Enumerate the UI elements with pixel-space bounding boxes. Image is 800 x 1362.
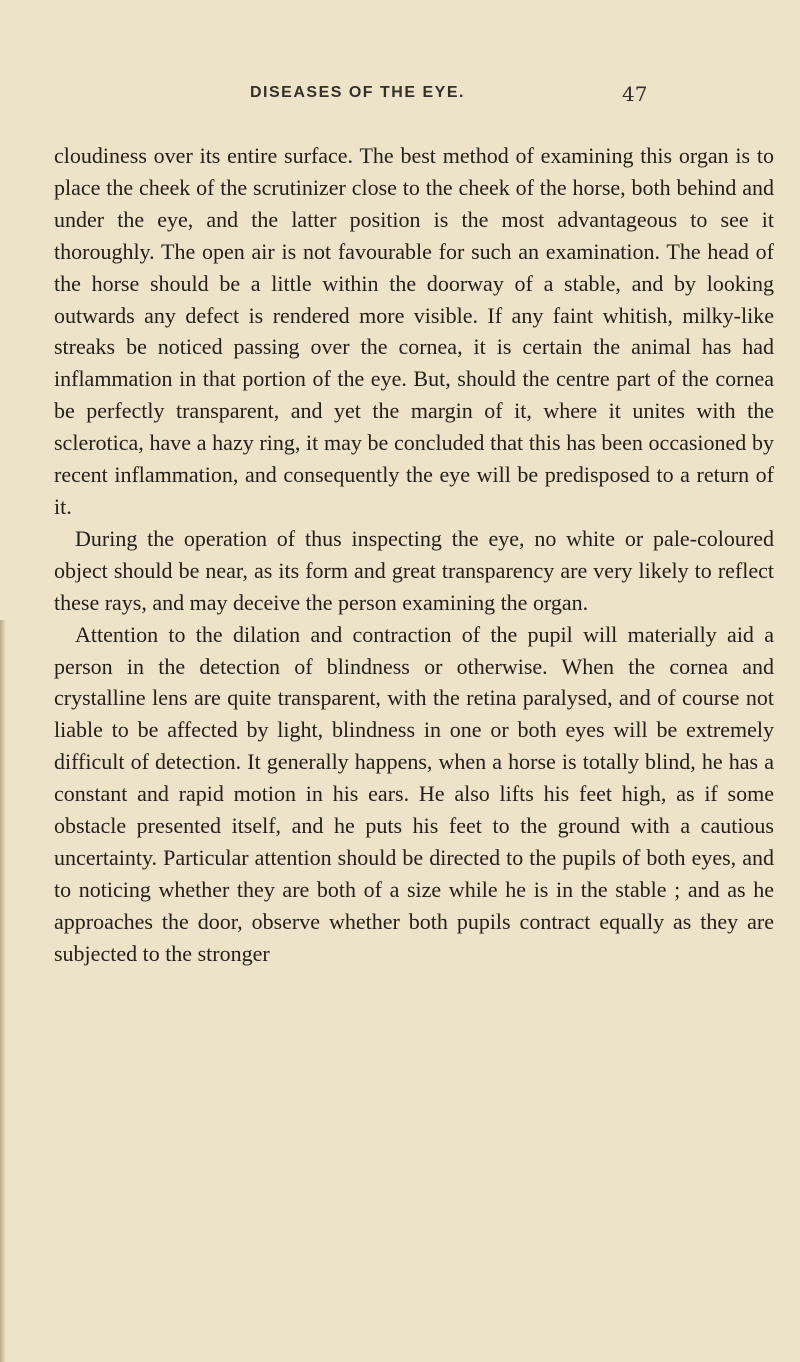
paragraph-1: cloudiness over its entire surface. The best method of examining this organ is to place the cheek of the scrutinizer close to the cheek of the horse, both behind and under the eye, and the latter position is the most advantageous to see it thoroughly. The open air is not favourable for such an examination. The head of the horse should be a little within the doorway of a stable, and by looking outwards any defect is rendered more visible. If any faint whitish, milky-like streaks be noticed passing over the cornea, it is certain the animal has had inflammation in that portion of the eye. But, should the centre part of the cornea be perfectly transparent, and yet the margin of it, where it unites with the sclerotica, have a hazy ring, it may be concluded that this has been occasioned by recent inflammation, and consequently the eye will be predisposed to a return of it.: [54, 143, 774, 519]
running-title: DISEASES OF THE EYE.: [250, 84, 465, 101]
page-shadow-edge: [0, 620, 6, 1362]
paragraph-2: During the operation of thus inspecting the eye, no white or pale-coloured object should be near, as its form and great transparency are very likely to reflect these rays, and may deceive the person examining the organ.: [54, 525, 774, 615]
paragraph-3: Attention to the dilation and contraction of the pupil will materially aid a person in the detection of blindness or otherwise. When the cornea and crystalline lens are quite transparent, with the retina paralysed, and of course not liable to be affected by light, blindness in one or both eyes will be extremely difficult of detection. It generally happens, when a horse is totally blind, he has a constant and rapid motion in his ears. He also lifts his feet high, as if some obstacle presented itself, and he puts his feet to the ground with a cautious uncertainty. Particular attention should be directed to the pupils of both eyes, and to noticing whether they are both of a size while he is in the stable ; and as he approaches the door, observe whether both pupils contract equally as they are subjected to the stronger: [54, 621, 774, 966]
body-text: [54, 140, 774, 970]
running-head: [0, 84, 800, 114]
page-number: 47: [622, 82, 648, 106]
